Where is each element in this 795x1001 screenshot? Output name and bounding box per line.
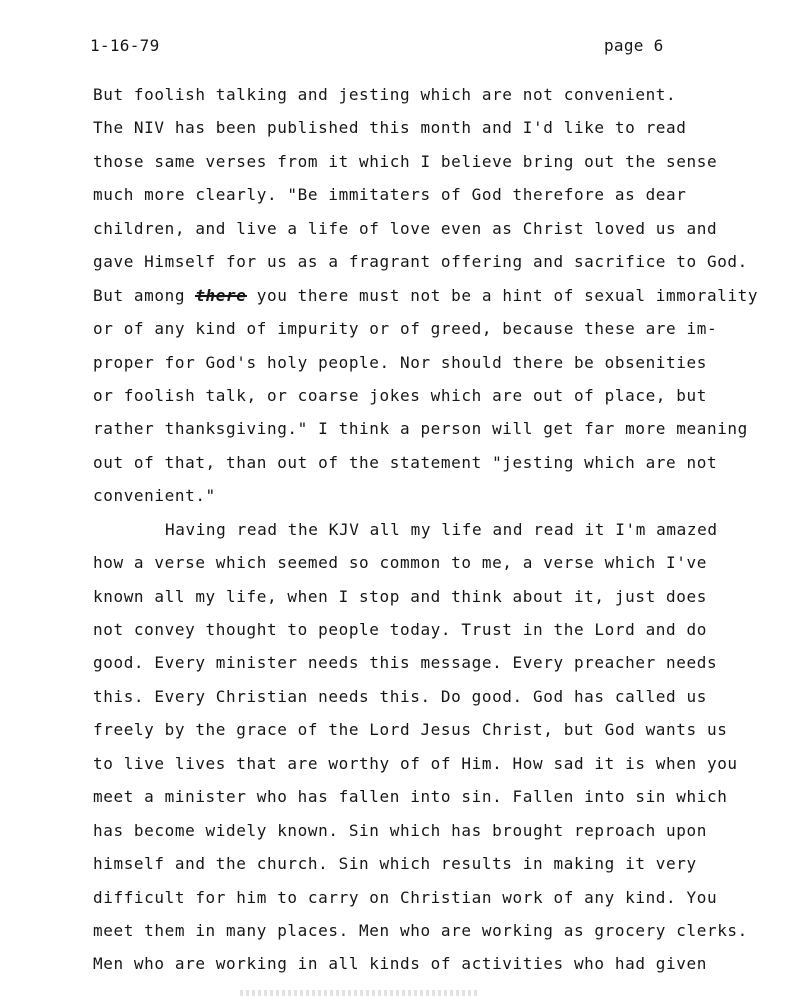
page-number: page 6 bbox=[604, 36, 664, 55]
text-line: known all my life, when I stop and think about it, just does bbox=[93, 586, 707, 606]
text-line: out of that, than out of the statement "jesting which are not bbox=[93, 452, 718, 472]
text-line: good. Every minister needs this message. Every preacher needs bbox=[93, 653, 718, 673]
paragraph-first-line bbox=[93, 513, 783, 546]
text-line: children, and live a life of love even as Christ loved us and bbox=[93, 218, 718, 238]
text-line: freely by the grace of the Lord Jesus Christ, but God wants us bbox=[93, 720, 728, 740]
text-line: much more clearly. "Be immitaters of God therefore as dear bbox=[93, 185, 687, 205]
text-line: how a verse which seemed so common to me, a verse which I've bbox=[93, 553, 707, 573]
body-text bbox=[93, 78, 783, 981]
page-date: 1-16-79 bbox=[90, 36, 160, 55]
text-line-with-strikeout bbox=[93, 279, 783, 312]
text-line: difficult for him to carry on Christian work of any kind. You bbox=[93, 887, 718, 907]
text-line: Men who are working in all kinds of activities who had given bbox=[93, 954, 707, 974]
text-line: rather thanksgiving." I think a person will get far more meaning bbox=[93, 419, 748, 439]
text-line: this. Every Christian needs this. Do good. God has called us bbox=[93, 686, 707, 706]
text-line: himself and the church. Sin which results in making it very bbox=[93, 854, 697, 874]
text-line: proper for God's holy people. Nor should there be obsenities bbox=[93, 352, 707, 372]
text-segment: you there must not be a hint of sexual immorality bbox=[246, 285, 759, 305]
text-line: or of any kind of impurity or of greed, because these are im- bbox=[93, 319, 718, 339]
text-line: gave Himself for us as a fragrant offering and sacrifice to God. bbox=[93, 252, 748, 272]
text-line: or foolish talk, or coarse jokes which are out of place, but bbox=[93, 385, 707, 405]
text-line: those same verses from it which I believe bring out the sense bbox=[93, 151, 718, 171]
text-line: not convey thought to people today. Trust in the Lord and do bbox=[93, 620, 707, 639]
struck-out-word: there bbox=[195, 279, 246, 312]
text-line: But foolish talking and jesting which are not convenient. bbox=[93, 85, 677, 104]
text-segment: Having read the KJV all my life and read it I'm amazed bbox=[165, 519, 718, 539]
text-line: convenient." bbox=[93, 486, 216, 506]
text-line: The NIV has been published this month and I'd like to read bbox=[93, 118, 687, 138]
text-line: has become widely known. Sin which has brought reproach upon bbox=[93, 820, 707, 840]
text-line: to live lives that are worthy of of Him. How sad it is when you bbox=[93, 753, 738, 773]
text-line: meet a minister who has fallen into sin. Fallen into sin which bbox=[93, 787, 728, 807]
scan-artifact bbox=[240, 990, 480, 996]
text-segment: But among bbox=[93, 285, 196, 305]
text-line: meet them in many places. Men who are working as grocery clerks. bbox=[93, 920, 748, 940]
